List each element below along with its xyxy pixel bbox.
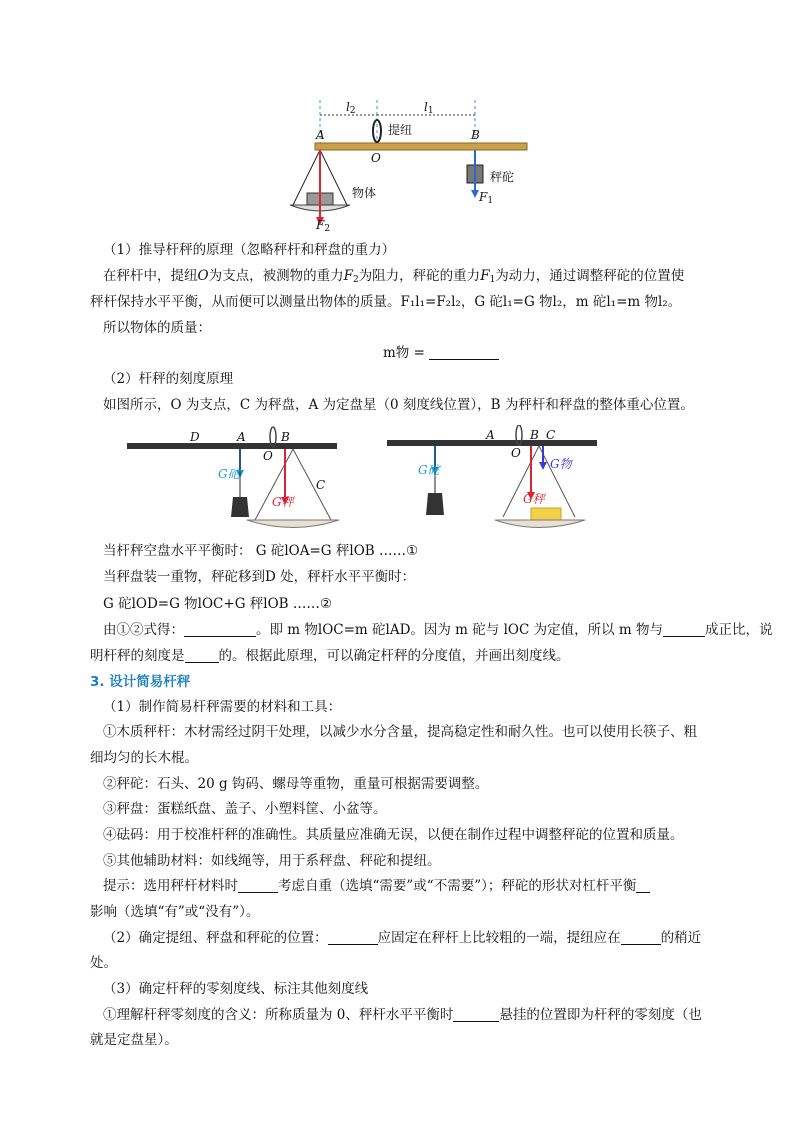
f1-label: F (479, 190, 488, 204)
q1: （1）制作简易杆秤需要的材料和工具： (103, 699, 342, 715)
tizhi-label: 提纽 (388, 123, 413, 137)
q9: 影响（选填“有”或“没有”）。 (90, 904, 260, 920)
wuti-label: 物体 (352, 186, 377, 200)
f2-label: F (316, 218, 325, 232)
fig2-b: B (281, 430, 290, 444)
q14: 就是定盘星）。 (90, 1032, 178, 1048)
scale-loaded-diagram (385, 425, 610, 535)
q12: （3）确定杆秤的零刻度线、标注其他刻度线 (103, 981, 369, 997)
p1: （1）推导杆秤的原理（忽略秤杆和秤盘的重力） (103, 242, 396, 258)
fig3-gwu: G物 (550, 457, 572, 471)
fig2-o: O (263, 449, 273, 463)
q11: 处。 (90, 955, 117, 971)
p11: 由①②式得： 。即 m 物lOC=m 砣lAD。因为 m 砣与 lOC 为定值，所以 m 物与 成正比，说 (103, 622, 773, 638)
p4: 所以物体的质量： (103, 320, 211, 336)
point-o-label: O (371, 151, 381, 165)
f1-sub: 1 (487, 196, 494, 206)
scale-empty-diagram (125, 425, 370, 535)
section-3-heading: 3. 设计简易杆秤 (90, 674, 191, 690)
p2: 在秤杆中，提纽O为支点，被测物的重力$F_2$为阻力，秤砣的重力$F_1$为动力，通过调整秤砣的位置使 (103, 268, 685, 285)
q10: （2）确定提纽、秤盘和秤砣的位置： 应固定在秤杆上比较粗的一端，提纽应在 的稍近 (103, 930, 702, 946)
q4: ②秤砣：石头、20 g 钩码、螺母等重物，重量可根据需要调整。 (103, 776, 489, 792)
p9: 当秤盘装一重物，秤砣移到D 处，秤杆水平平衡时： (103, 569, 416, 585)
fig3-c: C (546, 428, 556, 442)
q5: ③秤盘：蛋糕纸盘、盖子、小塑料筐、小盆等。 (103, 801, 387, 817)
p5: m物 = (383, 343, 499, 363)
fig2-gtuo: G砣 (218, 467, 240, 481)
l1-sub: 1 (427, 106, 434, 116)
fig2-d: D (190, 430, 200, 444)
fig2-c: C (316, 478, 326, 492)
chengtuo-label: 秤砣 (490, 170, 515, 184)
p7: 如图所示，O 为支点，C 为秤盘，A 为定盘星（0 刻度线位置），B 为秤杆和秤盘的整体重心位置。 (103, 397, 694, 413)
f2-sub: 2 (324, 224, 331, 234)
q6: ④砝码：用于校准杆秤的准确性。其质量应准确无误，以便在制作过程中调整秤砣的位置和质量。 (103, 827, 684, 843)
fig3-o: O (511, 446, 521, 460)
p6: （2）杆秤的刻度原理 (103, 371, 234, 387)
p8: 当杆秤空盘水平平衡时： G 砣lOA=G 秤lOB ……① (103, 543, 419, 559)
l2-sub: 2 (349, 106, 356, 116)
q3: 细均匀的长木棍。 (90, 750, 198, 766)
q8: 提示：选用秤杆材料时 考虑自重（选填“需要”或“不需要”）；秤砣的形状对杠杆平衡 (103, 876, 650, 896)
point-b-label: B (471, 128, 480, 142)
fig3-gcheng: G秤 (523, 492, 545, 506)
q13: ①理解杆秤零刻度的含义：所称质量为 0、秤杆水平平衡时 悬挂的位置即为杆秤的零刻度（也 (103, 1007, 702, 1023)
q7: ⑤其他辅助材料：如线绳等，用于系秤盘、秤砣和提纽。 (103, 853, 441, 869)
fig3-gtuo: G砣 (418, 463, 440, 477)
p3: 秤杆保持水平平衡，从而便可以测量出物体的质量。F₁l₁=F₂l₂，G 砣l₁=G 物l₂，m 砣l₁=m 物l₂。 (90, 294, 682, 310)
p12: 明杆秤的刻度是 的。根据此原理，可以确定杆秤的分度值，并画出刻度线。 (90, 648, 570, 664)
fig3-a: A (486, 428, 495, 442)
fig3-b: B (530, 428, 539, 442)
fig2-gcheng: G秤 (272, 495, 294, 509)
fig2-a: A (237, 430, 246, 444)
q2: ①木质秤杆：木材需经过阴干处理，以减少水分含量，提高稳定性和耐久性。也可以使用长筷子、粗 (103, 724, 697, 740)
l1-label: l (424, 100, 428, 114)
l2-label: l (346, 100, 350, 114)
point-a-label: A (316, 128, 325, 142)
p10: G 砣lOD=G 物lOC+G 秤lOB ……② (103, 596, 332, 612)
